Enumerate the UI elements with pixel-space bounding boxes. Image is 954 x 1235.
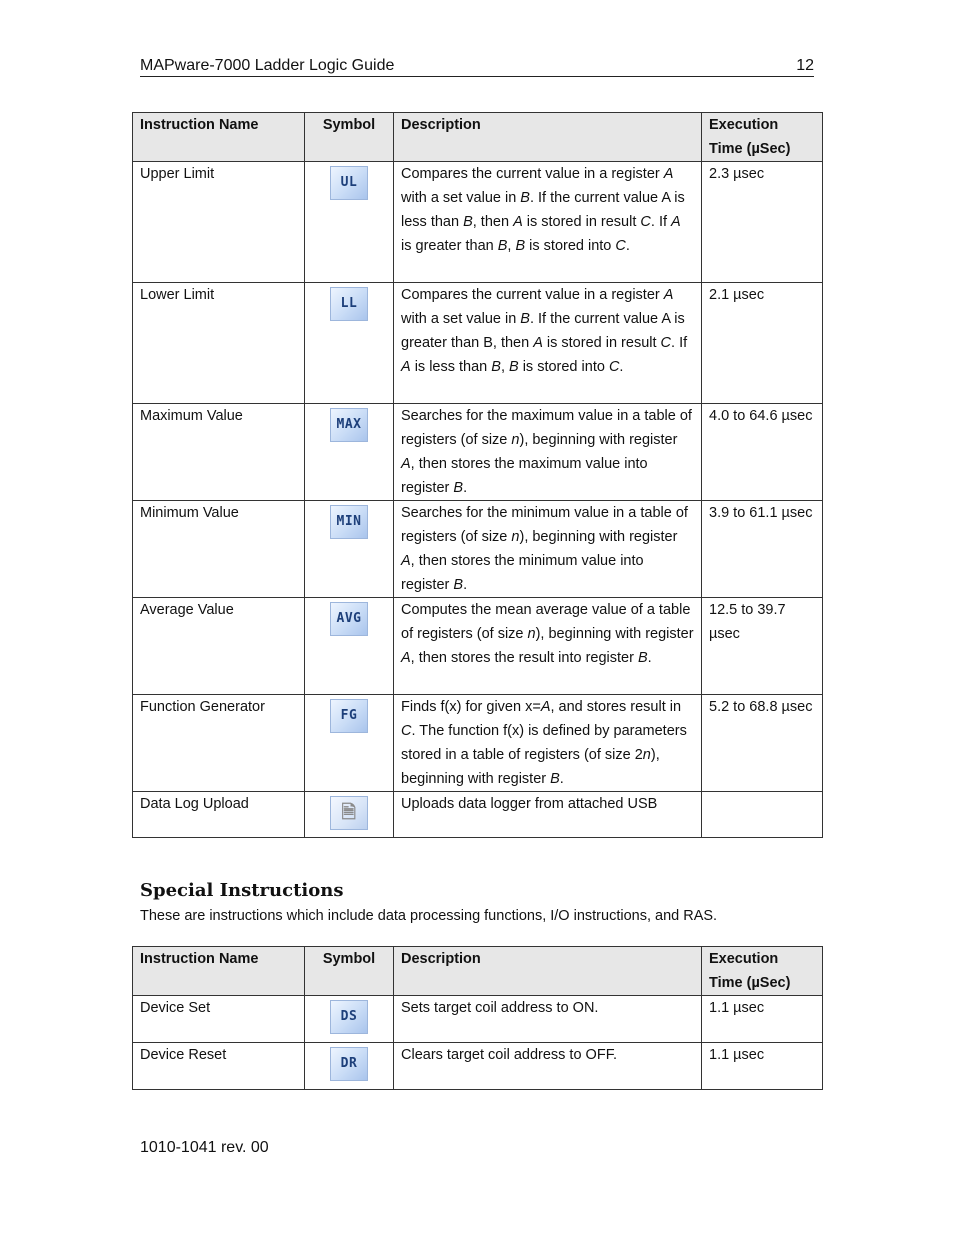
instruction-name-cell: Maximum Value <box>133 404 305 501</box>
fg-symbol-icon: FG <box>330 699 368 733</box>
description-variable: n <box>511 432 520 448</box>
description-text: , <box>500 359 509 375</box>
table-row <box>133 501 823 598</box>
description-text: Clears target coil address to OFF. <box>401 1047 617 1063</box>
description-variable: B <box>497 238 508 254</box>
instruction-name-cell: Data Log Upload <box>133 792 305 838</box>
header-execution-line1: Execution <box>709 117 779 133</box>
description-variable: B <box>453 577 464 593</box>
symbol-cell <box>305 404 394 501</box>
description-text: ), beginning with register <box>535 626 694 642</box>
description-variable: C <box>640 214 651 230</box>
description-text: , then <box>472 214 514 230</box>
description-text: Finds f(x) for given x= <box>401 699 541 715</box>
footer-doc-number: 1010-1041 rev. 00 <box>140 1139 269 1156</box>
table-row <box>133 1043 823 1090</box>
description-text: Searches for the maximum value in a table of registers (of size <box>401 408 692 448</box>
page-number: 12 <box>796 57 814 74</box>
header-instruction-name: Instruction Name <box>133 947 305 996</box>
header-description: Description <box>394 947 702 996</box>
description-cell <box>394 1043 702 1090</box>
description-variable: B <box>637 650 648 666</box>
description-cell <box>394 996 702 1043</box>
instruction-name-cell: Function Generator <box>133 695 305 792</box>
avg-symbol-icon: AVG <box>330 602 368 636</box>
description-text: is stored in result <box>542 335 661 351</box>
header-execution-time <box>702 947 823 996</box>
table-row <box>133 162 823 283</box>
instruction-name-cell: Average Value <box>133 598 305 695</box>
description-variable: B <box>463 214 473 230</box>
table-row <box>133 996 823 1043</box>
header-execution-time <box>702 113 823 162</box>
description-variable: A <box>540 699 551 715</box>
description-variable: A <box>671 214 681 230</box>
table-body <box>133 162 823 838</box>
execution-time-cell: 1.1 µsec <box>702 996 823 1043</box>
description-variable: n <box>527 626 536 642</box>
description-text: Searches for the minimum value in a table of registers (of size <box>401 505 688 545</box>
description-text: . If <box>650 214 672 230</box>
description-text: . <box>647 650 652 666</box>
description-text: , then stores the minimum value into register <box>401 553 644 593</box>
execution-time-cell: 4.0 to 64.6 µsec <box>702 404 823 501</box>
execution-time-cell: 3.9 to 61.1 µsec <box>702 501 823 598</box>
ds-symbol-icon: DS <box>330 1000 368 1034</box>
min-symbol-icon: MIN <box>330 505 368 539</box>
section-title: Special Instructions <box>140 880 344 901</box>
symbol-cell <box>305 162 394 283</box>
description-variable: B <box>515 238 526 254</box>
instruction-name-cell: Device Reset <box>133 1043 305 1090</box>
description-text: . <box>619 359 624 375</box>
execution-time-cell: 12.5 to 39.7 µsec <box>702 598 823 695</box>
description-text: Compares the current value in a register <box>401 287 664 303</box>
instruction-name-cell: Device Set <box>133 996 305 1043</box>
description-cell <box>394 283 702 404</box>
symbol-cell <box>305 1043 394 1090</box>
description-text: with a set value in <box>401 190 521 206</box>
description-variable: B <box>550 771 560 787</box>
description-variable: A <box>513 214 523 230</box>
header-execution-line2: Time (µSec) <box>709 975 791 991</box>
description-variable: C <box>608 359 620 375</box>
description-text: . If the current value A is greater than B, then <box>401 311 685 351</box>
symbol-cell <box>305 996 394 1043</box>
header-description: Description <box>394 113 702 162</box>
header-symbol: Symbol <box>305 947 394 996</box>
description-variable: A <box>401 553 411 569</box>
description-variable: C <box>401 723 412 739</box>
description-variable: C <box>615 238 626 254</box>
dr-symbol-icon: DR <box>330 1047 368 1081</box>
description-variable: A <box>401 359 411 375</box>
description-text: , <box>507 238 516 254</box>
description-cell <box>394 598 702 695</box>
description-cell <box>394 792 702 838</box>
description-text: ), beginning with register <box>519 529 678 545</box>
page-header <box>140 56 814 77</box>
description-text: . The function f(x) is defined by parameters stored in a table of registers (of size 2 <box>401 723 687 763</box>
description-text: is greater than <box>401 238 498 254</box>
symbol-cell <box>305 283 394 404</box>
document-title: MAPware-7000 Ladder Logic Guide <box>140 57 395 74</box>
description-text: is stored in result <box>522 214 641 230</box>
description-variable: A <box>533 335 543 351</box>
description-text: ), beginning with register <box>401 747 660 787</box>
math-instructions-table <box>132 112 823 838</box>
usb-upload-icon: 🗎 <box>330 796 368 830</box>
header-execution-line1: Execution <box>709 951 779 967</box>
table-row <box>133 695 823 792</box>
execution-time-cell: 2.1 µsec <box>702 283 823 404</box>
instruction-name-cell: Minimum Value <box>133 501 305 598</box>
description-text: is stored into <box>525 238 616 254</box>
description-text: . <box>625 238 630 254</box>
description-variable: A <box>663 287 674 303</box>
description-text: . <box>559 771 564 787</box>
description-text: . If the current value A is less than <box>401 190 685 230</box>
execution-time-cell: 2.3 µsec <box>702 162 823 283</box>
execution-time-cell: 5.2 to 68.8 µsec <box>702 695 823 792</box>
description-text: is stored into <box>518 359 609 375</box>
special-instructions-table <box>132 946 823 1090</box>
description-text: with a set value in <box>401 311 521 327</box>
symbol-cell <box>305 501 394 598</box>
description-variable: B <box>520 311 530 327</box>
description-variable: C <box>660 335 672 351</box>
description-text: ), beginning with register <box>519 432 678 448</box>
description-variable: n <box>511 529 520 545</box>
symbol-cell <box>305 598 394 695</box>
ul-symbol-icon: UL <box>330 166 368 200</box>
description-text: . <box>463 577 468 593</box>
table-row <box>133 283 823 404</box>
description-text: is less than <box>410 359 492 375</box>
description-variable: B <box>520 190 530 206</box>
table-body <box>133 996 823 1090</box>
table-header-row <box>133 947 823 996</box>
description-cell <box>394 162 702 283</box>
section-description: These are instructions which include data processing functions, I/O instructions, and RAS. <box>140 908 718 924</box>
instruction-name-cell: Upper Limit <box>133 162 305 283</box>
description-text: , then stores the result into register <box>410 650 638 666</box>
description-variable: n <box>642 747 651 763</box>
header-execution-line2: Time (µSec) <box>709 141 791 157</box>
symbol-cell <box>305 695 394 792</box>
execution-time-cell <box>702 792 823 838</box>
symbol-cell <box>305 792 394 838</box>
description-variable: A <box>401 650 411 666</box>
table-header-row <box>133 113 823 162</box>
instruction-name-cell: Lower Limit <box>133 283 305 404</box>
description-variable: B <box>491 359 501 375</box>
description-cell <box>394 695 702 792</box>
ll-symbol-icon: LL <box>330 287 368 321</box>
header-symbol: Symbol <box>305 113 394 162</box>
table-row <box>133 404 823 501</box>
max-symbol-icon: MAX <box>330 408 368 442</box>
description-cell <box>394 501 702 598</box>
header-instruction-name: Instruction Name <box>133 113 305 162</box>
description-text: Uploads data logger from attached USB <box>401 796 658 812</box>
description-text: . If <box>671 335 688 351</box>
description-text: Sets target coil address to ON. <box>401 1000 599 1016</box>
description-variable: A <box>663 166 674 182</box>
description-text: Compares the current value in a register <box>401 166 664 182</box>
description-text: , then stores the maximum value into register <box>401 456 648 496</box>
description-cell <box>394 404 702 501</box>
execution-time-cell: 1.1 µsec <box>702 1043 823 1090</box>
table-row <box>133 792 823 838</box>
table-row <box>133 598 823 695</box>
description-variable: B <box>509 359 519 375</box>
description-text: Computes the mean average value of a table of registers (of size <box>401 602 691 642</box>
description-text: , and stores result in <box>550 699 682 715</box>
description-variable: B <box>453 480 464 496</box>
description-text: . <box>463 480 468 496</box>
description-variable: A <box>401 456 411 472</box>
